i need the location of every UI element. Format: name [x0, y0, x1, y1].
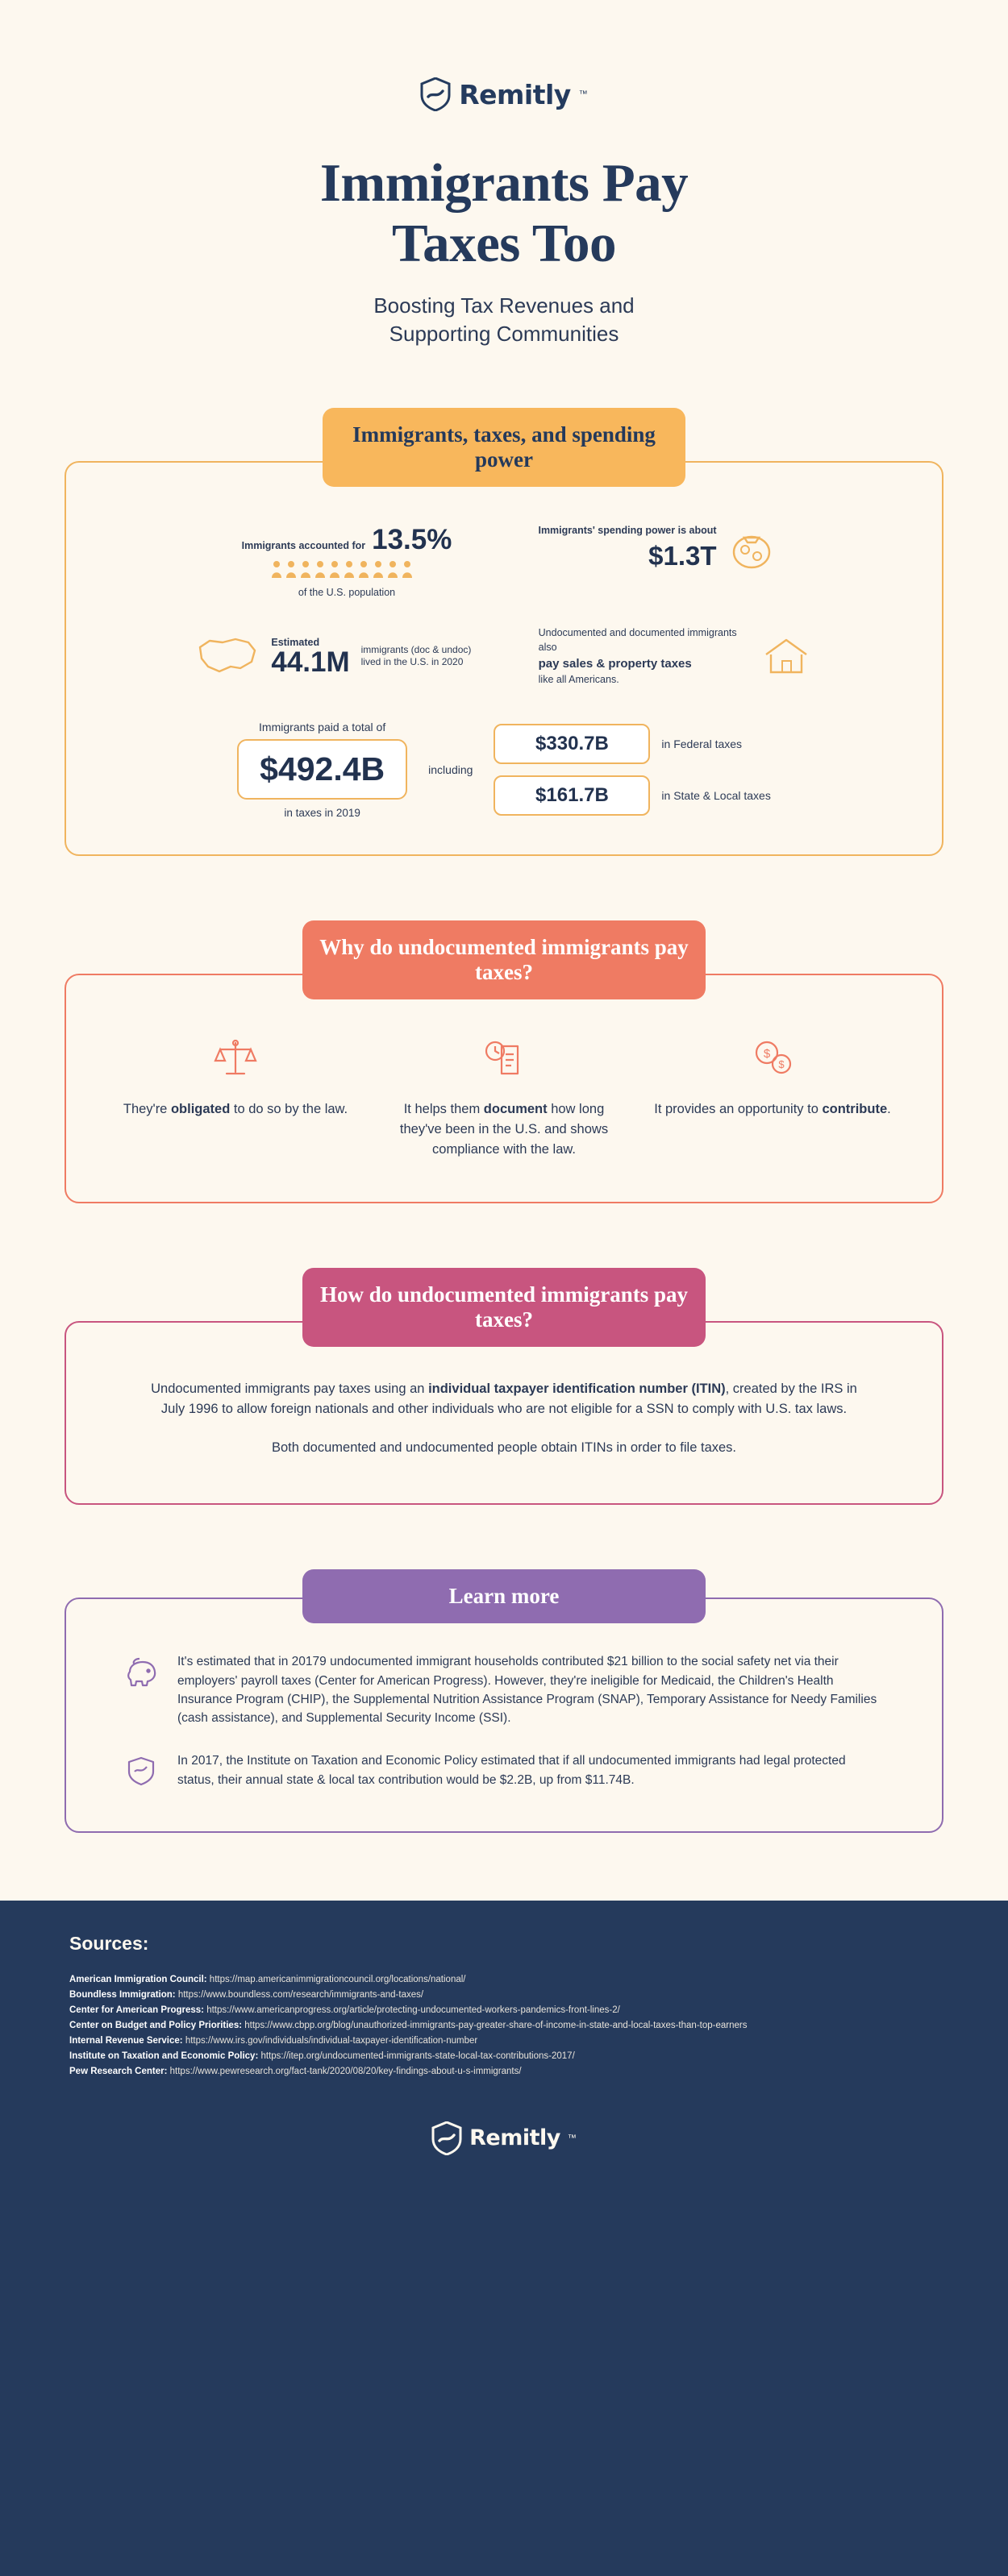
- brand-name: Remitly: [459, 78, 571, 110]
- spending-value: $1.3T: [648, 540, 717, 571]
- section-how-pay-taxes: [65, 1268, 943, 1506]
- split-state-local: [494, 775, 770, 816]
- footer-sources: [0, 1901, 1008, 2576]
- section1-panel: [65, 461, 943, 856]
- people-row-icon: [270, 560, 423, 580]
- learn-item-text: In 2017, the Institute on Taxation and Economic Policy estimated that if all undocumented immigrants had legal protected status, their annual state & local tax contribution would be $2.2B, up from $11.74B.: [177, 1754, 846, 1787]
- sales-line1: Undocumented and documented immigrants also: [538, 627, 737, 654]
- header-logo: [0, 0, 1008, 111]
- source-item: [69, 1972, 939, 1988]
- reason-document: [383, 1033, 625, 1159]
- sources-list: [69, 1972, 939, 2079]
- shield-icon: [123, 1751, 160, 1787]
- remitly-logo-icon: [420, 77, 451, 111]
- learn-item: [123, 1751, 885, 1789]
- piggy-bank-icon: [123, 1652, 160, 1688]
- state-local-value: $161.7B: [494, 775, 650, 816]
- reason-contribute: [652, 1033, 893, 1159]
- stat-sales-property: [539, 625, 813, 687]
- section2-panel: [65, 974, 943, 1203]
- svg-text:$: $: [778, 1058, 785, 1071]
- svg-text:$: $: [763, 1047, 771, 1062]
- federal-value: $330.7B: [494, 724, 650, 764]
- source-name: Boundless Immigration:: [69, 1989, 176, 2000]
- footer-logo: [69, 2121, 939, 2155]
- section3-heading: How do undocumented immigrants pay taxes?: [302, 1268, 706, 1347]
- source-name: Internal Revenue Service:: [69, 2035, 183, 2046]
- footer-brand-trademark: ™: [567, 2133, 577, 2143]
- section4-heading: Learn more: [302, 1569, 706, 1623]
- split-federal: [494, 724, 770, 764]
- section1-row-2: [105, 625, 903, 687]
- sales-line2: like all Americans.: [538, 674, 619, 686]
- population-label: Immigrants accounted for: [241, 540, 366, 552]
- source-url[interactable]: https://map.americanimmigrationcouncil.org/locations/national/: [206, 1974, 466, 1984]
- reason3-before: It provides an opportunity to: [654, 1102, 823, 1117]
- brand-trademark: ™: [578, 89, 588, 99]
- section3-paragraph-2: Both documented and undocumented people obtain ITINs in order to file taxes.: [271, 1440, 737, 1455]
- sales-bold: pay sales & property taxes: [538, 656, 692, 671]
- section-why-pay-taxes: [65, 920, 943, 1203]
- source-item: [69, 2034, 939, 2049]
- source-name: Pew Research Center:: [69, 2066, 168, 2076]
- federal-label: in Federal taxes: [661, 737, 743, 751]
- reason1-before: They're: [123, 1102, 171, 1117]
- page-subtitle-line1: Boosting Tax Revenues and: [373, 293, 635, 318]
- remitly-logo-icon: [431, 2121, 462, 2155]
- population-value: 13.5%: [372, 524, 452, 556]
- section3-p1-before: Undocumented immigrants pay taxes using an: [151, 1381, 429, 1396]
- reason3-bold: contribute: [822, 1102, 888, 1117]
- reason1-bold: obligated: [170, 1102, 231, 1117]
- source-name: Institute on Taxation and Economic Policy:: [69, 2050, 259, 2061]
- source-name: American Immigration Council:: [69, 1974, 207, 1984]
- section-learn-more: [65, 1569, 943, 1833]
- stat-total-taxes: [105, 721, 903, 819]
- sources-title: Sources:: [69, 1932, 149, 1954]
- reason-obligated: [115, 1033, 356, 1159]
- section3-p1-after: , created by the IRS in July 1996 to allow foreign nationals and other individuals who are not eligible for a SSN to comply with U.S. tax laws.: [160, 1381, 857, 1417]
- section3-paragraph-1: [140, 1379, 868, 1420]
- source-url[interactable]: https://www.americanprogress.org/article/protecting-undocumented-workers-pandemics-front-lines-2/: [204, 2005, 620, 2015]
- reason2-bold: document: [483, 1102, 548, 1117]
- footer-brand-name: Remitly: [469, 2125, 560, 2151]
- house-icon: [760, 634, 813, 679]
- section2-heading: Why do undocumented immigrants pay taxes?: [302, 920, 706, 999]
- state-local-label: in State & Local taxes: [661, 789, 771, 803]
- source-item: [69, 2064, 939, 2079]
- page-subtitle-line2: Supporting Communities: [389, 322, 619, 347]
- money-bag-icon: [727, 525, 777, 570]
- reason2-after: how long they've been in the U.S. and shows compliance with the law.: [399, 1102, 609, 1157]
- coins-icon: [652, 1033, 893, 1083]
- estimated-label: Estimated: [271, 636, 320, 648]
- total-caption: Immigrants paid a total of: [259, 721, 386, 734]
- section3-p1-bold: individual taxpayer identification number (ITIN): [428, 1381, 726, 1396]
- total-including-label: including: [428, 763, 473, 777]
- section4-panel: [65, 1598, 943, 1833]
- spending-label: Immigrants' spending power is about: [538, 525, 717, 537]
- people-icons: [230, 560, 464, 584]
- learn-item-text: It's estimated that in 20179 undocumented immigrant households contributed $21 billion to the social safety net via their employers' payroll taxes (Center for American Progress). However, they're ineligible for Medicaid, the Children's Health Insurance Program (CHIP), the Supplemental Nutrition Assistance Program (SNAP), Temporary Assistance for Needy Families (cash assistance), and Supplemental Security Income (SSI).: [177, 1655, 877, 1726]
- page-title-line2: Taxes Too: [392, 214, 616, 274]
- estimated-value: 44.1M: [271, 646, 350, 678]
- reason3-after: .: [887, 1102, 891, 1117]
- total-footer: in taxes in 2019: [284, 807, 360, 820]
- source-url[interactable]: https://www.irs.gov/individuals/individual-taxpayer-identification-number: [182, 2035, 478, 2046]
- page-title-line1: Immigrants Pay: [319, 153, 689, 213]
- stat-spending-power: [536, 524, 778, 571]
- stat-population: [230, 524, 464, 598]
- stat-estimated-immigrants: [195, 633, 481, 679]
- scales-icon: [115, 1033, 356, 1083]
- source-url[interactable]: https://itep.org/undocumented-immigrants-state-local-tax-contributions-2017/: [258, 2050, 575, 2061]
- us-map-icon: [195, 633, 260, 679]
- section1-heading: Immigrants, taxes, and spending power: [323, 408, 685, 487]
- section1-row-1: [105, 524, 903, 598]
- source-item: [69, 2049, 939, 2064]
- source-item: [69, 2018, 939, 2034]
- source-name: Center on Budget and Policy Priorities:: [69, 2020, 243, 2030]
- learn-item: [123, 1652, 885, 1727]
- source-url[interactable]: https://www.pewresearch.org/fact-tank/2020/08/20/key-findings-about-u-s-immigrants/: [167, 2066, 522, 2076]
- reason2-before: It helps them: [403, 1102, 484, 1117]
- page-title: [0, 153, 1008, 274]
- estimated-note: immigrants (doc & undoc) lived in the U.S. in 2020: [360, 644, 472, 668]
- section-immigrants-taxes-spending: [65, 408, 943, 856]
- source-item: [69, 1988, 939, 2003]
- section3-panel: [65, 1321, 943, 1506]
- source-name: Center for American Progress:: [69, 2005, 205, 2015]
- reason1-after: to do so by the law.: [230, 1102, 348, 1117]
- source-item: [69, 2003, 939, 2018]
- document-clock-icon: [383, 1033, 625, 1083]
- source-url[interactable]: https://www.boundless.com/research/immigrants-and-taxes/: [175, 1989, 424, 2000]
- source-url[interactable]: https://www.cbpp.org/blog/unauthorized-immigrants-pay-greater-share-of-income-in-state-and-local-taxes-than-top-earners: [242, 2020, 748, 2030]
- population-sub: of the U.S. population: [298, 587, 396, 599]
- page-subtitle: [0, 292, 1008, 348]
- total-value: $492.4B: [237, 739, 407, 800]
